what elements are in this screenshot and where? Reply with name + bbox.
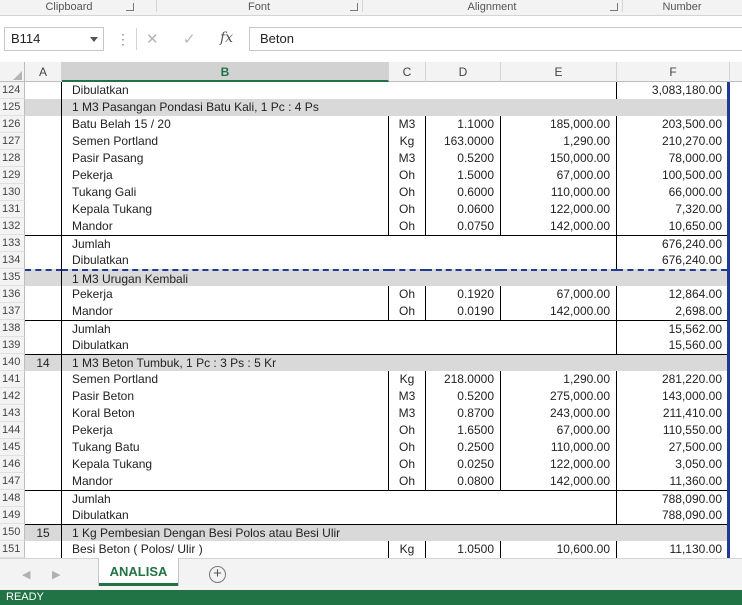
row-header[interactable]: 136 <box>0 286 25 303</box>
status-text: READY <box>6 591 44 603</box>
row-header[interactable]: 133 <box>0 235 25 252</box>
cell-f[interactable]: 100,500.00 <box>661 168 722 182</box>
cell-d[interactable] <box>426 490 501 507</box>
cell-b[interactable]: 1 M3 Pasangan Pondasi Batu Kali, 1 Pc : 4 Ps <box>62 99 389 116</box>
cell-d[interactable] <box>426 99 501 116</box>
column-header-c[interactable]: C <box>389 62 426 82</box>
cell-a[interactable] <box>25 184 62 201</box>
cell-d[interactable]: 218.0000 <box>426 371 501 388</box>
cell-e[interactable]: 110,000.00 <box>501 184 617 201</box>
cell-c[interactable] <box>389 507 426 524</box>
cell-d[interactable]: 0.6000 <box>426 184 501 201</box>
row-header[interactable]: 149 <box>0 507 25 524</box>
cell-a[interactable] <box>25 490 62 507</box>
cell-a[interactable] <box>25 218 62 235</box>
cell-b[interactable]: Tukang Batu <box>62 439 389 456</box>
cell-c[interactable]: Kg <box>389 541 426 558</box>
cell-d[interactable]: 0.0250 <box>426 456 501 473</box>
row-header[interactable]: 150 <box>0 524 25 541</box>
ribbon-group-label: Alignment <box>467 1 517 13</box>
cell-d[interactable]: 0.0600 <box>426 201 501 218</box>
cell-b[interactable]: Semen Portland <box>62 133 389 150</box>
cell-d[interactable] <box>426 354 501 371</box>
row-header[interactable]: 147 <box>0 473 25 490</box>
select-all-button[interactable] <box>0 62 25 82</box>
row-header[interactable]: 135 <box>0 269 25 286</box>
cell-e[interactable] <box>501 269 617 286</box>
cell-c[interactable] <box>389 490 426 507</box>
cell-e[interactable] <box>501 252 617 269</box>
row-header[interactable]: 127 <box>0 133 25 150</box>
row-header[interactable]: 151 <box>0 541 25 558</box>
cell-a[interactable]: 15 <box>25 524 62 541</box>
cell-b[interactable]: Koral Beton <box>62 405 389 422</box>
cell-a[interactable] <box>25 303 62 320</box>
cell-d[interactable]: 1.1000 <box>426 116 501 133</box>
cell-b[interactable]: Batu Belah 15 / 20 <box>62 116 389 133</box>
cell-a[interactable] <box>25 405 62 422</box>
cell-e[interactable] <box>501 354 617 371</box>
cell-b[interactable]: Semen Portland <box>62 371 389 388</box>
cell-c[interactable]: Oh <box>389 422 426 439</box>
cell-c[interactable]: Oh <box>389 167 426 184</box>
row-header[interactable]: 134 <box>0 252 25 269</box>
cell-f[interactable]: 203,500.00 <box>661 117 722 131</box>
row-header[interactable]: 124 <box>0 82 25 99</box>
table-row <box>0 388 742 405</box>
table-row <box>0 490 742 507</box>
cell-d[interactable] <box>426 337 501 354</box>
cell-a[interactable] <box>25 439 62 456</box>
cell-b[interactable]: Pasir Pasang <box>62 150 389 167</box>
cell-a[interactable] <box>25 201 62 218</box>
row-header[interactable]: 128 <box>0 150 25 167</box>
cell-e[interactable]: 122,000.00 <box>501 456 617 473</box>
cell-a[interactable] <box>25 286 62 303</box>
formula-bar <box>0 24 742 56</box>
table-row <box>0 201 742 218</box>
row-header[interactable]: 132 <box>0 218 25 235</box>
cell-f[interactable]: 211,410.00 <box>662 406 722 420</box>
cell-e[interactable] <box>501 507 617 524</box>
cell-f[interactable]: 110,550.00 <box>662 423 722 437</box>
dialog-launcher-icon[interactable] <box>610 3 618 11</box>
vertical-scrollbar[interactable] <box>730 82 742 558</box>
cell-b[interactable]: Jumlah <box>62 490 389 507</box>
cell-b[interactable]: Pekerja <box>62 286 389 303</box>
cell-c[interactable]: Oh <box>389 456 426 473</box>
cell-f[interactable]: 3,050.00 <box>675 457 722 471</box>
cell-b[interactable]: 1 Kg Pembesian Dengan Besi Polos atau Besi Ulir <box>62 524 389 541</box>
cell-b[interactable]: Jumlah <box>62 320 389 337</box>
table-row <box>0 422 742 439</box>
cell-b[interactable]: Besi Beton ( Polos/ Ulir ) <box>62 541 389 558</box>
row-header[interactable]: 137 <box>0 303 25 320</box>
cell-d[interactable]: 0.5200 <box>426 388 501 405</box>
cell-c[interactable] <box>389 82 426 99</box>
cell-e[interactable]: 142,000.00 <box>501 473 617 490</box>
ribbon-group-font <box>156 0 362 16</box>
table-row <box>0 252 742 269</box>
cell-f[interactable]: 7,320.00 <box>675 202 722 216</box>
table-row <box>0 524 742 541</box>
cell-a[interactable] <box>25 337 62 354</box>
cell-f[interactable]: 788,090.00 <box>661 508 722 522</box>
cell-b[interactable]: Mandor <box>62 303 389 320</box>
cell-c[interactable]: Kg <box>389 371 426 388</box>
cell-f[interactable]: 11,130.00 <box>669 542 722 556</box>
cell-c[interactable] <box>389 269 426 286</box>
cell-c[interactable]: Kg <box>389 133 426 150</box>
table-row <box>0 507 742 524</box>
cell-d[interactable]: 0.1920 <box>426 286 501 303</box>
cell-f[interactable] <box>617 269 727 286</box>
cell-b[interactable]: Mandor <box>62 473 389 490</box>
column-headers <box>0 62 742 82</box>
cell-c[interactable] <box>389 252 426 269</box>
cell-d[interactable]: 0.0190 <box>426 303 501 320</box>
cell-d[interactable] <box>426 507 501 524</box>
cell-b[interactable]: 1 M3 Beton Tumbuk, 1 Pc : 3 Ps : 5 Kr <box>62 354 389 371</box>
cell-d[interactable] <box>426 252 501 269</box>
cell-f[interactable]: 676,240.00 <box>617 235 727 252</box>
cell-b[interactable]: Jumlah <box>62 235 389 252</box>
cell-b[interactable]: Dibulatkan <box>72 508 129 522</box>
chevron-down-icon[interactable] <box>90 37 98 42</box>
sheet-tab-analisa[interactable]: ANALISA <box>99 558 178 586</box>
cell-f[interactable]: 15,562.00 <box>617 320 727 337</box>
column-header-a[interactable]: A <box>25 62 62 82</box>
row-header[interactable]: 145 <box>0 439 25 456</box>
cell-c[interactable]: Oh <box>389 201 426 218</box>
cell-b[interactable]: Kepala Tukang <box>62 456 389 473</box>
dialog-launcher-icon[interactable] <box>350 3 358 11</box>
cell-c[interactable]: Oh <box>389 439 426 456</box>
table-row <box>0 218 742 235</box>
more-options-icon[interactable]: ⋮ <box>116 31 130 47</box>
row-header[interactable]: 140 <box>0 354 25 371</box>
cell-f[interactable]: 2,698.00 <box>675 304 722 318</box>
cell-e[interactable] <box>501 82 617 99</box>
cell-c[interactable]: Oh <box>389 473 426 490</box>
cell-a[interactable] <box>25 150 62 167</box>
table-row <box>0 184 742 201</box>
formula-input[interactable]: Beton <box>249 27 742 51</box>
cell-c[interactable] <box>389 354 426 371</box>
cell-e[interactable]: 67,000.00 <box>501 286 617 303</box>
name-box-value: B114 <box>11 31 41 46</box>
row-header[interactable]: 138 <box>0 320 25 337</box>
table-row <box>0 286 742 303</box>
table-row <box>0 541 742 558</box>
cell-e[interactable] <box>501 524 617 541</box>
cell-f[interactable]: 281,220.00 <box>661 372 722 386</box>
cell-c[interactable]: Oh <box>389 286 426 303</box>
cancel-icon[interactable]: ✕ <box>146 31 159 48</box>
cell-b[interactable]: Dibulatkan <box>72 253 129 267</box>
cell-b[interactable]: 1 M3 Urugan Kembali <box>62 269 389 286</box>
cell-e[interactable] <box>501 99 617 116</box>
table-row <box>0 82 742 99</box>
cell-a[interactable]: 14 <box>25 354 62 371</box>
table-row <box>0 150 742 167</box>
cell-a[interactable] <box>25 541 62 558</box>
cell-d[interactable]: 1.5000 <box>426 167 501 184</box>
cell-f[interactable]: 27,500.00 <box>668 440 722 454</box>
cell-e[interactable] <box>501 490 617 507</box>
cell-a[interactable] <box>25 456 62 473</box>
prev-sheet-icon[interactable]: ◀ <box>22 569 31 581</box>
row-header[interactable]: 129 <box>0 167 25 184</box>
enter-icon[interactable]: ✓ <box>183 31 196 48</box>
cell-e[interactable]: 122,000.00 <box>501 201 617 218</box>
cell-e[interactable]: 275,000.00 <box>501 388 617 405</box>
cell-a[interactable] <box>25 371 62 388</box>
cell-d[interactable] <box>426 320 501 337</box>
cell-c[interactable]: M3 <box>389 388 426 405</box>
row-header[interactable]: 131 <box>0 201 25 218</box>
cell-b[interactable]: Kepala Tukang <box>62 201 389 218</box>
dialog-launcher-icon[interactable] <box>126 3 134 11</box>
cell-c[interactable] <box>389 524 426 541</box>
row-header[interactable]: 148 <box>0 490 25 507</box>
cell-c[interactable]: M3 <box>389 150 426 167</box>
cell-a[interactable] <box>25 167 62 184</box>
cell-d[interactable]: 0.0800 <box>426 473 501 490</box>
cell-c[interactable] <box>389 235 426 252</box>
cell-e[interactable]: 67,000.00 <box>501 422 617 439</box>
cell-d[interactable] <box>426 235 501 252</box>
cell-b[interactable]: Pekerja <box>62 167 389 184</box>
table-row <box>0 354 742 371</box>
table-row <box>0 269 742 286</box>
cell-e[interactable]: 67,000.00 <box>501 167 617 184</box>
cell-e[interactable] <box>501 235 617 252</box>
cell-f[interactable]: 10,650.00 <box>668 219 722 233</box>
row-header[interactable]: 125 <box>0 99 25 116</box>
cell-b[interactable]: Dibulatkan <box>72 338 129 352</box>
cell-b[interactable]: Pasir Beton <box>62 388 389 405</box>
cell-a[interactable] <box>25 507 62 524</box>
cell-f[interactable]: 66,000.00 <box>668 185 722 199</box>
cell-c[interactable] <box>389 99 426 116</box>
insert-function-icon[interactable]: fx <box>220 30 234 46</box>
cell-a[interactable] <box>25 252 62 269</box>
status-bar <box>0 590 742 605</box>
cell-e[interactable]: 10,600.00 <box>501 541 617 558</box>
column-header-e[interactable]: E <box>501 62 617 82</box>
sheet-tab-bar <box>0 558 742 590</box>
row-header[interactable]: 146 <box>0 456 25 473</box>
cell-f[interactable]: 3,083,180.00 <box>651 83 722 97</box>
cell-a[interactable] <box>25 82 62 99</box>
cell-c[interactable]: M3 <box>389 405 426 422</box>
cell-grid <box>0 82 742 558</box>
cell-d[interactable]: 0.5200 <box>426 150 501 167</box>
table-row <box>0 116 742 133</box>
cell-f[interactable]: 12,864.00 <box>668 287 722 301</box>
cell-d[interactable] <box>426 82 501 99</box>
cell-c[interactable]: Oh <box>389 303 426 320</box>
cell-c[interactable] <box>389 320 426 337</box>
add-sheet-icon[interactable]: + <box>209 566 226 583</box>
cell-f[interactable] <box>617 99 727 116</box>
row-header[interactable]: 143 <box>0 405 25 422</box>
row-header[interactable]: 126 <box>0 116 25 133</box>
column-header-f[interactable]: F <box>617 62 730 82</box>
row-header[interactable]: 142 <box>0 388 25 405</box>
table-row <box>0 405 742 422</box>
cell-e[interactable] <box>501 337 617 354</box>
cell-e[interactable]: 150,000.00 <box>501 150 617 167</box>
cell-a[interactable] <box>25 235 62 252</box>
row-header[interactable]: 144 <box>0 422 25 439</box>
ribbon-group-label: Clipboard <box>45 1 93 13</box>
cell-d[interactable]: 0.2500 <box>426 439 501 456</box>
cell-a[interactable] <box>25 116 62 133</box>
column-header-d[interactable]: D <box>426 62 501 82</box>
cell-d[interactable]: 0.0750 <box>426 218 501 235</box>
table-row <box>0 133 742 150</box>
cell-a[interactable] <box>25 320 62 337</box>
cell-f[interactable]: 15,560.00 <box>668 338 722 352</box>
cell-e[interactable]: 110,000.00 <box>501 439 617 456</box>
cell-d[interactable] <box>426 269 501 286</box>
cell-f[interactable]: 143,000.00 <box>661 389 722 403</box>
cell-e[interactable]: 1,290.00 <box>501 133 617 150</box>
cell-f[interactable] <box>617 354 727 371</box>
cell-e[interactable]: 1,290.00 <box>501 371 617 388</box>
cell-b[interactable]: Tukang Gali <box>62 184 389 201</box>
table-row <box>0 473 742 490</box>
row-header[interactable]: 139 <box>0 337 25 354</box>
cell-a[interactable] <box>25 388 62 405</box>
cell-a[interactable] <box>25 473 62 490</box>
cell-b[interactable]: Mandor <box>62 218 389 235</box>
cell-a[interactable] <box>25 99 62 116</box>
cell-d[interactable] <box>426 524 501 541</box>
cell-a[interactable] <box>25 133 62 150</box>
table-row <box>0 371 742 388</box>
ribbon-group-label: Number <box>662 1 702 13</box>
cell-f[interactable]: 788,090.00 <box>617 490 727 507</box>
cell-b[interactable]: Pekerja <box>62 422 389 439</box>
cell-f[interactable]: 11,360.00 <box>669 474 722 488</box>
ribbon-group-labels <box>0 0 742 16</box>
table-row <box>0 320 742 337</box>
ribbon-group-label: Font <box>247 1 270 13</box>
ribbon-group-alignment <box>362 0 622 16</box>
cell-e[interactable]: 142,000.00 <box>501 303 617 320</box>
next-sheet-icon[interactable]: ▶ <box>52 569 61 581</box>
table-row <box>0 439 742 456</box>
table-row <box>0 456 742 473</box>
cell-f[interactable] <box>617 524 727 541</box>
cell-e[interactable]: 185,000.00 <box>501 116 617 133</box>
cell-a[interactable] <box>25 422 62 439</box>
cell-c[interactable]: Oh <box>389 184 426 201</box>
table-row <box>0 167 742 184</box>
cell-f[interactable]: 210,270.00 <box>661 134 722 148</box>
column-header-b[interactable]: B <box>62 62 389 82</box>
ribbon-group-number <box>622 0 742 16</box>
cell-b[interactable]: Dibulatkan <box>72 83 129 97</box>
cell-c[interactable]: M3 <box>389 116 426 133</box>
cell-e[interactable]: 243,000.00 <box>501 405 617 422</box>
cell-d[interactable]: 163.0000 <box>426 133 501 150</box>
table-row <box>0 303 742 320</box>
table-row <box>0 337 742 354</box>
table-row <box>0 99 742 116</box>
ribbon-group-clipboard <box>0 0 138 16</box>
table-row <box>0 235 742 252</box>
cell-f[interactable]: 78,000.00 <box>668 151 722 165</box>
name-box[interactable] <box>4 27 104 51</box>
cell-d[interactable]: 1.0500 <box>426 541 501 558</box>
cell-f[interactable]: 676,240.00 <box>661 253 722 267</box>
cell-c[interactable] <box>389 337 426 354</box>
cell-d[interactable]: 0.8700 <box>426 405 501 422</box>
row-header[interactable]: 130 <box>0 184 25 201</box>
cell-e[interactable] <box>501 320 617 337</box>
cell-e[interactable]: 142,000.00 <box>501 218 617 235</box>
row-header[interactable]: 141 <box>0 371 25 388</box>
formula-separator <box>136 28 137 50</box>
cell-c[interactable]: Oh <box>389 218 426 235</box>
cell-a[interactable] <box>25 269 62 286</box>
cell-d[interactable]: 1.6500 <box>426 422 501 439</box>
